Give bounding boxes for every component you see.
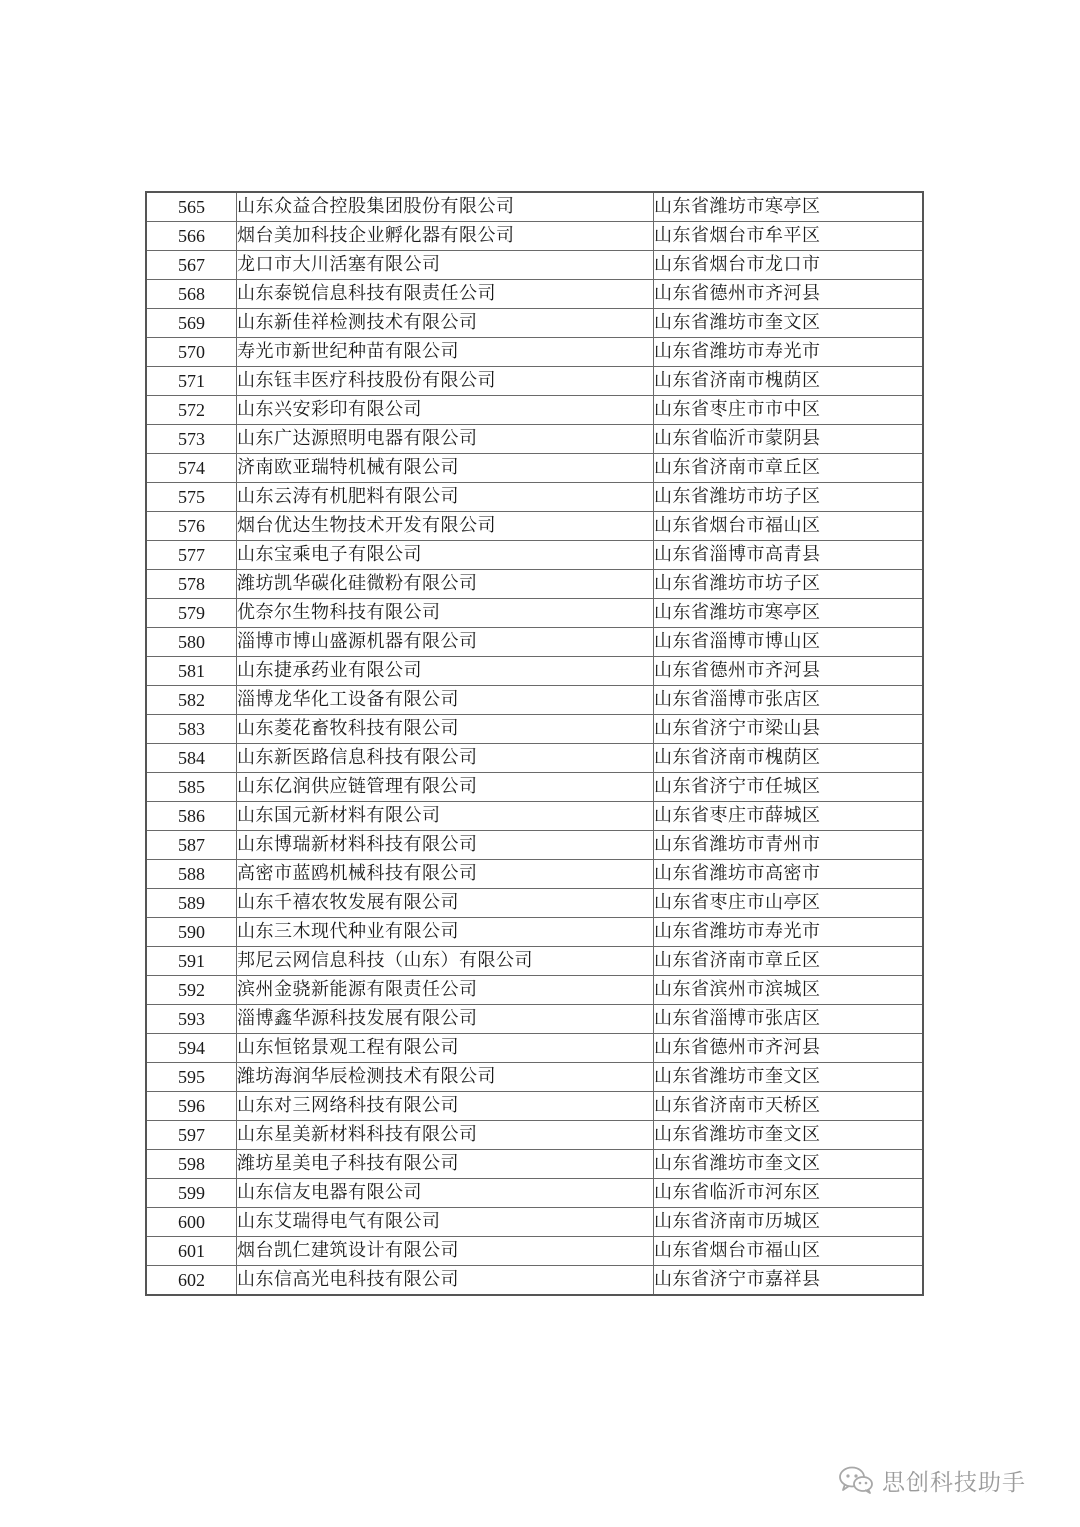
company-location: 山东省烟台市福山区 — [654, 1237, 924, 1266]
company-name: 济南欧亚瑞特机械有限公司 — [237, 454, 654, 483]
table-row — [146, 1092, 923, 1121]
row-number: 584 — [146, 744, 237, 773]
company-name: 山东对三网络科技有限公司 — [237, 1092, 654, 1121]
company-location: 山东省临沂市蒙阴县 — [654, 425, 924, 454]
company-location: 山东省潍坊市奎文区 — [654, 1121, 924, 1150]
company-table-body — [146, 192, 923, 1295]
table-row — [146, 251, 923, 280]
company-name: 龙口市大川活塞有限公司 — [237, 251, 654, 280]
company-location: 山东省潍坊市坊子区 — [654, 570, 924, 599]
watermark-text: 思创科技助手 — [882, 1469, 1026, 1496]
company-location: 山东省潍坊市高密市 — [654, 860, 924, 889]
row-number: 600 — [146, 1208, 237, 1237]
company-name: 山东钰丰医疗科技股份有限公司 — [237, 367, 654, 396]
row-number: 598 — [146, 1150, 237, 1179]
table-row — [146, 1063, 923, 1092]
table-row — [146, 715, 923, 744]
company-location: 山东省潍坊市寿光市 — [654, 918, 924, 947]
table-row — [146, 918, 923, 947]
company-name: 潍坊星美电子科技有限公司 — [237, 1150, 654, 1179]
watermark — [838, 1460, 1026, 1500]
row-number: 591 — [146, 947, 237, 976]
company-name: 优奈尔生物科技有限公司 — [237, 599, 654, 628]
company-location: 山东省潍坊市寒亭区 — [654, 192, 924, 222]
table-row — [146, 773, 923, 802]
company-name: 山东新佳祥检测技术有限公司 — [237, 309, 654, 338]
row-number: 572 — [146, 396, 237, 425]
company-name: 山东信友电器有限公司 — [237, 1179, 654, 1208]
company-name: 山东云涛有机肥料有限公司 — [237, 483, 654, 512]
company-name: 山东捷承药业有限公司 — [237, 657, 654, 686]
row-number: 580 — [146, 628, 237, 657]
table-row — [146, 1266, 923, 1296]
company-location: 山东省潍坊市寒亭区 — [654, 599, 924, 628]
company-name: 寿光市新世纪种苗有限公司 — [237, 338, 654, 367]
table-row — [146, 657, 923, 686]
table-row — [146, 512, 923, 541]
company-name: 山东兴安彩印有限公司 — [237, 396, 654, 425]
row-number: 588 — [146, 860, 237, 889]
company-location: 山东省潍坊市坊子区 — [654, 483, 924, 512]
row-number: 583 — [146, 715, 237, 744]
company-name: 山东广达源照明电器有限公司 — [237, 425, 654, 454]
table-row — [146, 338, 923, 367]
table-row — [146, 454, 923, 483]
row-number: 579 — [146, 599, 237, 628]
company-location: 山东省枣庄市山亭区 — [654, 889, 924, 918]
table-row — [146, 309, 923, 338]
wechat-icon — [838, 1465, 874, 1495]
row-number: 576 — [146, 512, 237, 541]
row-number: 574 — [146, 454, 237, 483]
table-row — [146, 396, 923, 425]
company-location: 山东省济南市历城区 — [654, 1208, 924, 1237]
company-location: 山东省淄博市博山区 — [654, 628, 924, 657]
row-number: 582 — [146, 686, 237, 715]
company-location: 山东省潍坊市青州市 — [654, 831, 924, 860]
company-table — [145, 191, 924, 1296]
row-number: 593 — [146, 1005, 237, 1034]
company-name: 山东泰锐信息科技有限责任公司 — [237, 280, 654, 309]
table-row — [146, 570, 923, 599]
company-name: 烟台美加科技企业孵化器有限公司 — [237, 222, 654, 251]
row-number: 569 — [146, 309, 237, 338]
table-row — [146, 1034, 923, 1063]
company-name: 淄博龙华化工设备有限公司 — [237, 686, 654, 715]
company-location: 山东省济南市章丘区 — [654, 454, 924, 483]
table-row — [146, 889, 923, 918]
company-name: 山东宝乘电子有限公司 — [237, 541, 654, 570]
company-location: 山东省济宁市嘉祥县 — [654, 1266, 924, 1296]
company-location: 山东省潍坊市奎文区 — [654, 1063, 924, 1092]
table-row — [146, 599, 923, 628]
row-number: 595 — [146, 1063, 237, 1092]
table-row — [146, 744, 923, 773]
company-name: 烟台凯仁建筑设计有限公司 — [237, 1237, 654, 1266]
company-location: 山东省济南市槐荫区 — [654, 367, 924, 396]
company-location: 山东省烟台市龙口市 — [654, 251, 924, 280]
table-row — [146, 192, 923, 222]
company-location: 山东省济宁市梁山县 — [654, 715, 924, 744]
company-location: 山东省德州市齐河县 — [654, 1034, 924, 1063]
company-location: 山东省烟台市牟平区 — [654, 222, 924, 251]
table-row — [146, 541, 923, 570]
row-number: 577 — [146, 541, 237, 570]
table-row — [146, 1237, 923, 1266]
company-name: 高密市蓝鸥机械科技有限公司 — [237, 860, 654, 889]
company-location: 山东省滨州市滨城区 — [654, 976, 924, 1005]
table-row — [146, 628, 923, 657]
table-row — [146, 280, 923, 309]
row-number: 581 — [146, 657, 237, 686]
company-location: 山东省临沂市河东区 — [654, 1179, 924, 1208]
row-number: 573 — [146, 425, 237, 454]
row-number: 570 — [146, 338, 237, 367]
table-row — [146, 860, 923, 889]
row-number: 599 — [146, 1179, 237, 1208]
table-row — [146, 483, 923, 512]
row-number: 585 — [146, 773, 237, 802]
company-name: 山东恒铭景观工程有限公司 — [237, 1034, 654, 1063]
table-row — [146, 222, 923, 251]
row-number: 589 — [146, 889, 237, 918]
company-location: 山东省烟台市福山区 — [654, 512, 924, 541]
row-number: 602 — [146, 1266, 237, 1296]
table-row — [146, 976, 923, 1005]
company-name: 山东千禧农牧发展有限公司 — [237, 889, 654, 918]
row-number: 568 — [146, 280, 237, 309]
company-location: 山东省济宁市任城区 — [654, 773, 924, 802]
company-location: 山东省潍坊市奎文区 — [654, 309, 924, 338]
company-location: 山东省潍坊市寿光市 — [654, 338, 924, 367]
company-location: 山东省济南市章丘区 — [654, 947, 924, 976]
company-location: 山东省济南市天桥区 — [654, 1092, 924, 1121]
company-name: 山东众益合控股集团股份有限公司 — [237, 192, 654, 222]
company-name: 山东星美新材料科技有限公司 — [237, 1121, 654, 1150]
company-name: 山东信高光电科技有限公司 — [237, 1266, 654, 1296]
row-number: 592 — [146, 976, 237, 1005]
row-number: 597 — [146, 1121, 237, 1150]
company-location: 山东省济南市槐荫区 — [654, 744, 924, 773]
table-row — [146, 831, 923, 860]
company-name: 烟台优达生物技术开发有限公司 — [237, 512, 654, 541]
row-number: 587 — [146, 831, 237, 860]
company-name: 山东博瑞新材料科技有限公司 — [237, 831, 654, 860]
company-location: 山东省德州市齐河县 — [654, 657, 924, 686]
company-location: 山东省淄博市张店区 — [654, 1005, 924, 1034]
company-name: 潍坊海润华辰检测技术有限公司 — [237, 1063, 654, 1092]
company-location: 山东省淄博市张店区 — [654, 686, 924, 715]
table-row — [146, 1121, 923, 1150]
row-number: 571 — [146, 367, 237, 396]
row-number: 596 — [146, 1092, 237, 1121]
row-number: 594 — [146, 1034, 237, 1063]
company-location: 山东省枣庄市薛城区 — [654, 802, 924, 831]
company-location: 山东省淄博市高青县 — [654, 541, 924, 570]
company-name: 山东新医路信息科技有限公司 — [237, 744, 654, 773]
company-name: 邦尼云网信息科技（山东）有限公司 — [237, 947, 654, 976]
table-row — [146, 947, 923, 976]
table-row — [146, 802, 923, 831]
company-name: 淄博市博山盛源机器有限公司 — [237, 628, 654, 657]
row-number: 575 — [146, 483, 237, 512]
row-number: 590 — [146, 918, 237, 947]
company-name: 山东国元新材料有限公司 — [237, 802, 654, 831]
company-location: 山东省德州市齐河县 — [654, 280, 924, 309]
row-number: 566 — [146, 222, 237, 251]
row-number: 567 — [146, 251, 237, 280]
company-name: 潍坊凯华碳化硅微粉有限公司 — [237, 570, 654, 599]
table-row — [146, 1179, 923, 1208]
company-location: 山东省枣庄市市中区 — [654, 396, 924, 425]
table-row — [146, 686, 923, 715]
row-number: 578 — [146, 570, 237, 599]
table-row — [146, 1005, 923, 1034]
table-row — [146, 1208, 923, 1237]
row-number: 565 — [146, 192, 237, 222]
company-location: 山东省潍坊市奎文区 — [654, 1150, 924, 1179]
company-name: 滨州金骁新能源有限责任公司 — [237, 976, 654, 1005]
company-name: 淄博鑫华源科技发展有限公司 — [237, 1005, 654, 1034]
row-number: 601 — [146, 1237, 237, 1266]
company-name: 山东亿润供应链管理有限公司 — [237, 773, 654, 802]
table-row — [146, 425, 923, 454]
company-name: 山东菱花畜牧科技有限公司 — [237, 715, 654, 744]
table-row — [146, 367, 923, 396]
table-row — [146, 1150, 923, 1179]
company-name: 山东三木现代种业有限公司 — [237, 918, 654, 947]
row-number: 586 — [146, 802, 237, 831]
company-name: 山东艾瑞得电气有限公司 — [237, 1208, 654, 1237]
